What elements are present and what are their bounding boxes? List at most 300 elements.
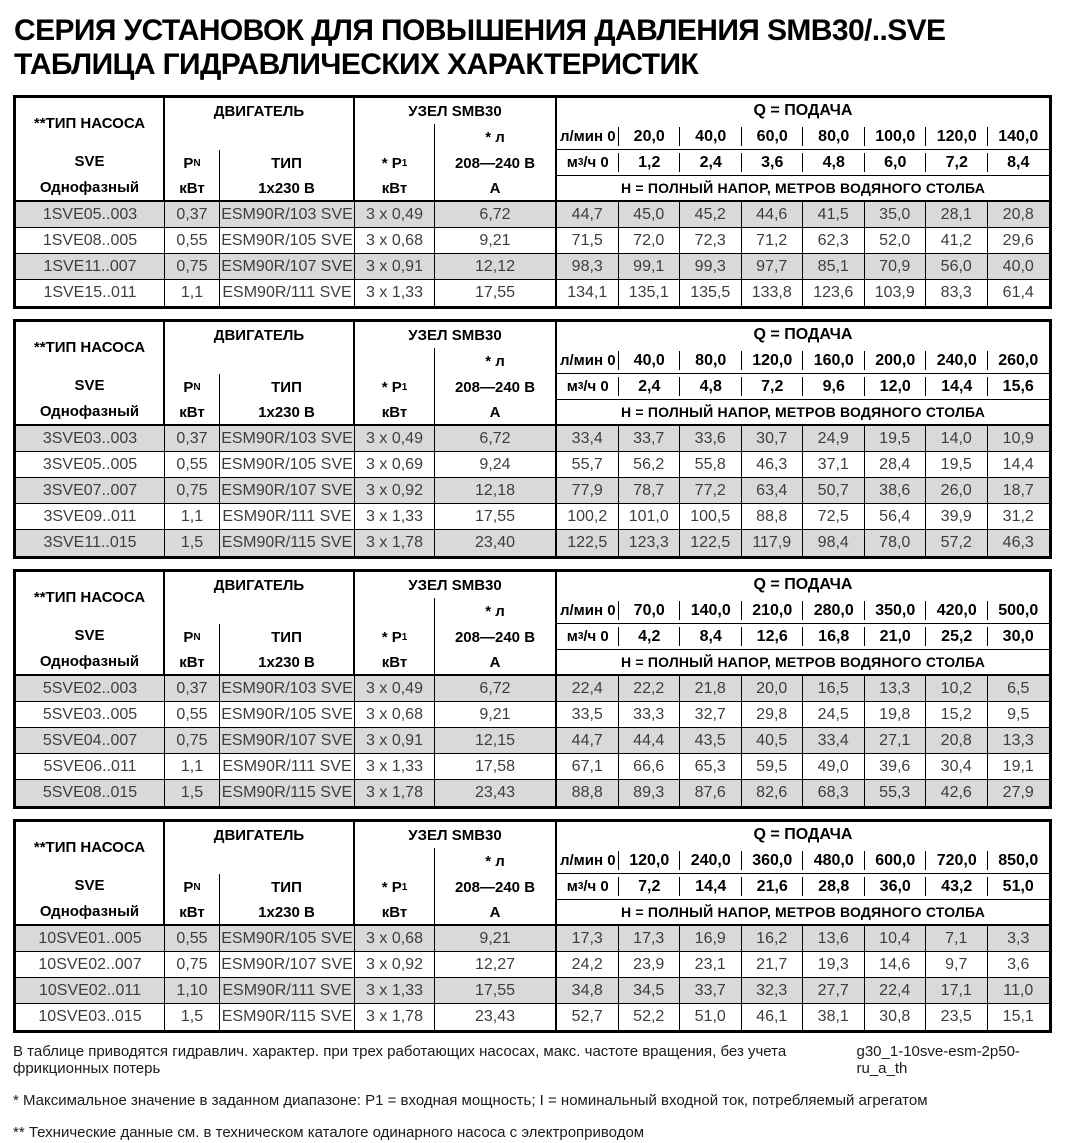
- total-head-label: Н = ПОЛНЫЙ НАПОР, МЕТРОВ ВОДЯНОГО СТОЛБА: [557, 650, 1049, 676]
- motor-type-cell: ESM90R/111 SVE: [220, 504, 355, 530]
- p1-value-cell: 3 x 0,68: [355, 926, 435, 952]
- head-value-cell: 134,1: [557, 280, 619, 306]
- q-lmin-value: 160,0: [803, 348, 865, 374]
- amp-value-cell: 9,21: [435, 926, 557, 952]
- current-label: * л: [435, 598, 557, 624]
- q-m3h-value: 1,2: [619, 150, 681, 176]
- head-value-cell: 26,0: [926, 478, 988, 504]
- head-value-cell: 135,5: [680, 280, 742, 306]
- q-m3h-value: 6,0: [865, 150, 927, 176]
- amp-value-cell: 17,58: [435, 754, 557, 780]
- hydraulic-table-3: [13, 569, 1052, 809]
- amp-value-cell: 23,43: [435, 1004, 557, 1030]
- head-value-cell: 39,6: [865, 754, 927, 780]
- head-value-cell: 56,4: [865, 504, 927, 530]
- q-m3h-value: 21,0: [865, 624, 927, 650]
- q-lmin-value: 120,0: [619, 848, 681, 874]
- head-value-cell: 77,2: [680, 478, 742, 504]
- p1-value-cell: 3 x 1,78: [355, 780, 435, 806]
- q-lmin-value: 200,0: [865, 348, 927, 374]
- p1-label: [355, 374, 435, 400]
- pn-value-cell: 0,37: [165, 676, 220, 702]
- q-lmin-value: 60,0: [742, 124, 804, 150]
- head-value-cell: 44,7: [557, 728, 619, 754]
- pn-label: [165, 624, 220, 650]
- motor-type-cell: ESM90R/105 SVE: [220, 926, 355, 952]
- head-value-cell: 89,3: [619, 780, 681, 806]
- q-m3h-value: 2,4: [619, 374, 681, 400]
- node-smb30-header: УЗЕЛ SMB30: [355, 822, 557, 848]
- head-value-cell: 61,4: [1002, 284, 1034, 301]
- head-value-cell: 22,4: [865, 978, 927, 1004]
- head-value-cell: 16,2: [742, 926, 804, 952]
- head-value-cell: 27,1: [865, 728, 927, 754]
- head-value-cell: 72,3: [680, 228, 742, 254]
- current-label: * л: [435, 848, 557, 874]
- head-value-cell: 70,9: [865, 254, 927, 280]
- head-value-cell: 33,5: [557, 702, 619, 728]
- pn-value-cell: 0,37: [165, 202, 220, 228]
- head-value-cell: 87,6: [680, 780, 742, 806]
- kwt-label: кВт: [165, 400, 220, 426]
- q-m3h-value: 4,8: [680, 374, 742, 400]
- motor-type-cell: ESM90R/105 SVE: [220, 702, 355, 728]
- pump-sve-label: SVE: [74, 376, 105, 394]
- pn-value-cell: 1,1: [165, 280, 220, 306]
- p1-subscript: 1: [401, 381, 408, 393]
- head-value-cell: 17,1: [926, 978, 988, 1004]
- pump-model-cell: 10SVE01..005: [16, 926, 165, 952]
- head-value-cell: 71,2: [742, 228, 804, 254]
- head-value-cell: 72,0: [619, 228, 681, 254]
- amp-value-cell: 17,55: [435, 280, 557, 306]
- q-m3h-value: 4,2: [619, 624, 681, 650]
- q-lmin-value: 80,0: [680, 348, 742, 374]
- amp-label: А: [435, 400, 557, 426]
- pump-model-cell: 3SVE09..011: [16, 504, 165, 530]
- amp-value-cell: 17,55: [435, 978, 557, 1004]
- head-value-cell: 98,3: [557, 254, 619, 280]
- lmin-label: л/мин 0: [557, 124, 619, 150]
- head-value-cell: 20,8: [926, 728, 988, 754]
- pump-type-label: **ТИП НАСОСА: [33, 838, 146, 856]
- head-value-cell: 66,6: [619, 754, 681, 780]
- amp-value-cell: 23,43: [435, 780, 557, 806]
- head-value-cell: 17,3: [557, 926, 619, 952]
- q-m3h-value: 14,4: [926, 374, 988, 400]
- head-value-cell: 16,5: [803, 676, 865, 702]
- amp-value-cell: 12,15: [435, 728, 557, 754]
- head-value-cell: 32,3: [742, 978, 804, 1004]
- p1-symbol: * P: [381, 378, 402, 396]
- q-m3h-value: 43,2: [926, 874, 988, 900]
- amp-value-cell: 9,24: [435, 452, 557, 478]
- amp-label: А: [435, 900, 557, 926]
- head-value-cell: 101,0: [619, 504, 681, 530]
- head-value-cell: 22,2: [619, 676, 681, 702]
- head-value-cell: 44,4: [619, 728, 681, 754]
- pump-sve-label: SVE: [74, 626, 105, 644]
- head-value-cell: 10,9: [988, 426, 1050, 452]
- pn-value-cell: 0,55: [165, 452, 220, 478]
- pump-model-cell: 1SVE08..005: [16, 228, 165, 254]
- head-value-cell: 30,8: [865, 1004, 927, 1030]
- q-m3h-value: 7,2: [619, 874, 681, 900]
- q-lmin-value: 140,0: [680, 598, 742, 624]
- spacer-cell: [355, 598, 435, 624]
- head-value-cell: 9,5: [988, 702, 1050, 728]
- head-value-cell: 68,3: [803, 780, 865, 806]
- pump-phase-label: Однофазный: [39, 902, 140, 920]
- head-value-cell: 14,0: [926, 426, 988, 452]
- head-value-cell: 77,9: [557, 478, 619, 504]
- q-lmin-value: 850,0: [988, 848, 1050, 874]
- kwt-label: кВт: [355, 900, 435, 926]
- amp-value-cell: 12,27: [435, 952, 557, 978]
- pump-type-label: **ТИП НАСОСА: [33, 114, 146, 132]
- head-value-cell: 31,2: [988, 504, 1050, 530]
- p1-value-cell: 3 x 1,33: [355, 280, 435, 306]
- pump-model-cell: 5SVE04..007: [16, 728, 165, 754]
- pump-sve-label: SVE: [74, 152, 105, 170]
- voltage-range-label: 208—240 В: [435, 374, 557, 400]
- q-m3h-value: 2,4: [680, 150, 742, 176]
- p1-label: [355, 150, 435, 176]
- head-value-cell: 99,1: [619, 254, 681, 280]
- pump-type-header-cell: [16, 98, 165, 202]
- head-value-cell: 13,3: [865, 676, 927, 702]
- head-value-cell: 78,7: [619, 478, 681, 504]
- head-value-cell: 51,0: [680, 1004, 742, 1030]
- lmin-label: л/мин 0: [557, 598, 619, 624]
- amp-label: А: [435, 650, 557, 676]
- pn-value-cell: 0,75: [165, 728, 220, 754]
- q-lmin-value: 280,0: [803, 598, 865, 624]
- m3h-superscript: 3: [577, 631, 584, 642]
- m3h-prefix: м: [566, 878, 578, 895]
- q-lmin-value: 100,0: [865, 124, 927, 150]
- m3h-label: [557, 624, 619, 650]
- q-lmin-value: 420,0: [926, 598, 988, 624]
- motor-header: ДВИГАТЕЛЬ: [165, 322, 355, 348]
- pn-symbol: P: [183, 878, 194, 896]
- hydraulic-table-2: [13, 319, 1052, 559]
- pump-model-cell: 3SVE03..003: [16, 426, 165, 452]
- p1-value-cell: 3 x 1,78: [355, 530, 435, 556]
- head-value-cell: 27,7: [803, 978, 865, 1004]
- p1-value-cell: 3 x 1,33: [355, 978, 435, 1004]
- p1-value-cell: 3 x 0,49: [355, 676, 435, 702]
- q-m3h-value: 16,8: [803, 624, 865, 650]
- doc-code: g30_1-10sve-esm-2p50-ru_a_th: [856, 1043, 1020, 1077]
- pump-model-cell: 5SVE02..003: [16, 676, 165, 702]
- pump-type-label: **ТИП НАСОСА: [33, 338, 146, 356]
- motor-type-cell: ESM90R/103 SVE: [220, 676, 355, 702]
- pump-model-cell: 5SVE03..005: [16, 702, 165, 728]
- pn-value-cell: 0,55: [165, 228, 220, 254]
- pn-value-cell: 1,1: [165, 754, 220, 780]
- voltage-label: 1x230 В: [220, 650, 355, 676]
- head-value-cell: 33,6: [680, 426, 742, 452]
- pn-label: [165, 150, 220, 176]
- current-label: * л: [435, 348, 557, 374]
- head-value-cell: 38,6: [865, 478, 927, 504]
- head-value-cell: 34,8: [557, 978, 619, 1004]
- head-value-cell: 50,7: [803, 478, 865, 504]
- head-value-cell: 17,3: [619, 926, 681, 952]
- hydraulic-table-4: [13, 819, 1052, 1033]
- q-m3h-value: 12,0: [865, 374, 927, 400]
- q-m3h-value: 3,6: [742, 150, 804, 176]
- q-m3h-value: 36,0: [865, 874, 927, 900]
- pn-value-cell: 0,75: [165, 478, 220, 504]
- head-value-cell: 44,6: [742, 202, 804, 228]
- voltage-range-label: 208—240 В: [435, 624, 557, 650]
- q-m3h-value: 7,2: [926, 150, 988, 176]
- motor-type-label: ТИП: [220, 374, 355, 400]
- q-lmin-value: 210,0: [742, 598, 804, 624]
- head-value-cell: 52,0: [865, 228, 927, 254]
- m3h-prefix: м: [566, 628, 578, 645]
- kwt-label: кВт: [355, 400, 435, 426]
- amp-value-cell: 6,72: [435, 676, 557, 702]
- motor-type-cell: ESM90R/115 SVE: [220, 1004, 355, 1030]
- head-value-cell: 33,7: [619, 426, 681, 452]
- q-m3h-value: 8,4: [680, 624, 742, 650]
- head-value-cell: 11,0: [988, 978, 1050, 1004]
- pump-phase-label: Однофазный: [39, 402, 140, 420]
- motor-type-cell: ESM90R/115 SVE: [220, 780, 355, 806]
- motor-header: ДВИГАТЕЛЬ: [165, 98, 355, 124]
- head-value-cell: 46,3: [742, 452, 804, 478]
- total-head-label: Н = ПОЛНЫЙ НАПОР, МЕТРОВ ВОДЯНОГО СТОЛБА: [557, 176, 1049, 202]
- tables-container: [13, 95, 1052, 1033]
- pn-value-cell: 0,75: [165, 952, 220, 978]
- m3h-suffix: /ч 0: [583, 628, 609, 645]
- p1-subscript: 1: [401, 881, 408, 893]
- spacer-cell: [165, 598, 355, 624]
- pump-model-cell: 10SVE03..015: [16, 1004, 165, 1030]
- motor-type-cell: ESM90R/103 SVE: [220, 426, 355, 452]
- q-m3h-value: 30,0: [988, 624, 1050, 650]
- head-value-cell: 19,8: [865, 702, 927, 728]
- lmin-label: л/мин 0: [557, 348, 619, 374]
- motor-type-cell: ESM90R/105 SVE: [220, 228, 355, 254]
- head-value-cell: 57,2: [926, 530, 988, 556]
- head-value-cell: 20,8: [988, 202, 1050, 228]
- head-value-cell: 38,1: [803, 1004, 865, 1030]
- q-m3h-value: 15,6: [988, 374, 1050, 400]
- amp-value-cell: 23,40: [435, 530, 557, 556]
- pn-subscript: N: [193, 381, 201, 393]
- q-lmin-value: 120,0: [742, 348, 804, 374]
- head-value-cell: 65,3: [680, 754, 742, 780]
- head-value-cell: 19,1: [988, 754, 1050, 780]
- pn-value-cell: 1,5: [165, 1004, 220, 1030]
- head-value-cell: 117,9: [742, 530, 804, 556]
- q-m3h-value: 8,4: [988, 150, 1050, 176]
- head-value-cell: 10,2: [926, 676, 988, 702]
- pn-label: [165, 374, 220, 400]
- head-value-cell: 88,8: [742, 504, 804, 530]
- p1-subscript: 1: [401, 157, 408, 169]
- pn-subscript: N: [193, 631, 201, 643]
- head-value-cell: 28,1: [926, 202, 988, 228]
- head-value-cell: 3,6: [988, 952, 1050, 978]
- head-value-cell: 55,7: [557, 452, 619, 478]
- m3h-suffix: /ч 0: [583, 878, 609, 895]
- q-lmin-value: 40,0: [619, 348, 681, 374]
- head-value-cell: 49,0: [803, 754, 865, 780]
- head-value-cell: 135,1: [619, 280, 681, 306]
- head-value-cell: 83,3: [926, 280, 988, 306]
- head-value-cell: 27,9: [988, 780, 1050, 806]
- amp-value-cell: 9,21: [435, 228, 557, 254]
- head-value-cell: 72,5: [803, 504, 865, 530]
- motor-type-label: ТИП: [220, 624, 355, 650]
- head-value-cell: 40,0: [988, 254, 1050, 280]
- p1-value-cell: 3 x 0,69: [355, 452, 435, 478]
- pump-model-cell: 1SVE11..007: [16, 254, 165, 280]
- head-value-cell: 33,3: [619, 702, 681, 728]
- motor-type-cell: ESM90R/111 SVE: [220, 280, 355, 306]
- p1-value-cell: 3 x 0,49: [355, 202, 435, 228]
- motor-type-cell: ESM90R/115 SVE: [220, 530, 355, 556]
- pn-value-cell: 0,55: [165, 702, 220, 728]
- amp-value-cell: 17,55: [435, 504, 557, 530]
- head-value-cell: 123,6: [803, 280, 865, 306]
- head-value-cell: 41,2: [926, 228, 988, 254]
- q-m3h-value: 4,8: [803, 150, 865, 176]
- p1-subscript: 1: [401, 631, 408, 643]
- q-m3h-value: 25,2: [926, 624, 988, 650]
- footnote-double-star: ** Технические данные см. в техническом каталоге одинарного насоса с электроприводом: [13, 1124, 645, 1141]
- head-value-cell: 103,9: [865, 280, 927, 306]
- head-value-cell: 39,9: [926, 504, 988, 530]
- title-line-2: ТАБЛИЦА ГИДРАВЛИЧЕСКИХ ХАРАКТЕРИСТИК: [14, 48, 699, 81]
- pn-value-cell: 1,5: [165, 780, 220, 806]
- q-lmin-value: 500,0: [988, 598, 1050, 624]
- voltage-label: 1x230 В: [220, 176, 355, 202]
- q-lmin-value: 480,0: [803, 848, 865, 874]
- pump-type-header-cell: [16, 322, 165, 426]
- total-head-label: Н = ПОЛНЫЙ НАПОР, МЕТРОВ ВОДЯНОГО СТОЛБА: [557, 400, 1049, 426]
- lmin-label: л/мин 0: [557, 848, 619, 874]
- p1-symbol: * P: [381, 628, 402, 646]
- kwt-label: кВт: [355, 176, 435, 202]
- head-value-cell: 21,8: [680, 676, 742, 702]
- head-value-cell: 29,8: [742, 702, 804, 728]
- head-value-cell: 62,3: [803, 228, 865, 254]
- amp-label: А: [435, 176, 557, 202]
- head-value-cell: 78,0: [865, 530, 927, 556]
- footnote-star: * Максимальное значение в заданном диапазоне: P1 = входная мощность; I = номинальный входной ток, потребляемый агрегатом: [13, 1092, 928, 1109]
- hydraulic-table-1: [13, 95, 1052, 309]
- q-m3h-value: 51,0: [988, 874, 1050, 900]
- head-value-cell: 40,5: [742, 728, 804, 754]
- motor-type-cell: ESM90R/107 SVE: [220, 254, 355, 280]
- head-value-cell: 55,3: [865, 780, 927, 806]
- pump-sve-label: SVE: [74, 876, 105, 894]
- m3h-prefix: м: [566, 154, 578, 171]
- m3h-prefix: м: [566, 378, 578, 395]
- head-value-cell: 99,3: [680, 254, 742, 280]
- pn-value-cell: 1,10: [165, 978, 220, 1004]
- spacer-cell: [165, 348, 355, 374]
- pump-model-cell: 3SVE05..005: [16, 452, 165, 478]
- head-value-cell: 52,7: [557, 1004, 619, 1030]
- q-lmin-value: 140,0: [988, 124, 1050, 150]
- p1-value-cell: 3 x 0,92: [355, 478, 435, 504]
- p1-label: [355, 624, 435, 650]
- motor-header: ДВИГАТЕЛЬ: [165, 572, 355, 598]
- head-value-cell: 14,4: [988, 452, 1050, 478]
- head-value-cell: 35,0: [865, 202, 927, 228]
- head-value-cell: 6,5: [988, 676, 1050, 702]
- head-value-cell: 7,1: [926, 926, 988, 952]
- node-smb30-header: УЗЕЛ SMB30: [355, 98, 557, 124]
- head-value-cell: 122,5: [557, 530, 619, 556]
- p1-symbol: * P: [381, 154, 402, 172]
- p1-value-cell: 3 x 0,91: [355, 254, 435, 280]
- head-value-cell: 37,1: [803, 452, 865, 478]
- head-value-cell: 71,5: [557, 228, 619, 254]
- q-lmin-value: 20,0: [619, 124, 681, 150]
- p1-value-cell: 3 x 0,68: [355, 702, 435, 728]
- pn-symbol: P: [183, 378, 194, 396]
- amp-value-cell: 6,72: [435, 426, 557, 452]
- m3h-label: [557, 874, 619, 900]
- pump-model-cell: 3SVE07..007: [16, 478, 165, 504]
- head-value-cell: 56,0: [926, 254, 988, 280]
- head-value-cell: 18,7: [988, 478, 1050, 504]
- p1-value-cell: 3 x 1,78: [355, 1004, 435, 1030]
- pn-value-cell: 0,75: [165, 254, 220, 280]
- footnote-main-row: [13, 1043, 1052, 1077]
- q-flow-header: Q = ПОДАЧА: [753, 576, 853, 593]
- q-lmin-value: 360,0: [742, 848, 804, 874]
- q-m3h-value: 9,6: [803, 374, 865, 400]
- pn-symbol: P: [183, 154, 194, 172]
- q-lmin-value: 350,0: [865, 598, 927, 624]
- m3h-label: [557, 150, 619, 176]
- spacer-cell: [165, 848, 355, 874]
- head-value-cell: 41,5: [803, 202, 865, 228]
- head-value-cell: 46,1: [742, 1004, 804, 1030]
- motor-type-cell: ESM90R/111 SVE: [220, 978, 355, 1004]
- q-lmin-value: 240,0: [680, 848, 742, 874]
- motor-type-label: ТИП: [220, 874, 355, 900]
- footnotes: [13, 1043, 1052, 1141]
- head-value-cell: 21,7: [742, 952, 804, 978]
- head-value-cell: 24,9: [803, 426, 865, 452]
- motor-type-cell: ESM90R/107 SVE: [220, 952, 355, 978]
- pn-symbol: P: [183, 628, 194, 646]
- pn-subscript: N: [193, 157, 201, 169]
- q-flow-header: Q = ПОДАЧА: [753, 826, 853, 843]
- pn-subscript: N: [193, 881, 201, 893]
- p1-value-cell: 3 x 0,92: [355, 952, 435, 978]
- amp-value-cell: 9,21: [435, 702, 557, 728]
- q-m3h-value: 28,8: [803, 874, 865, 900]
- pump-model-cell: 10SVE02..011: [16, 978, 165, 1004]
- pump-phase-label: Однофазный: [39, 652, 140, 670]
- q-lmin-value: 240,0: [926, 348, 988, 374]
- pn-value-cell: 1,5: [165, 530, 220, 556]
- m3h-superscript: 3: [577, 381, 584, 392]
- head-value-cell: 15,1: [1002, 1008, 1034, 1025]
- p1-value-cell: 3 x 1,33: [355, 504, 435, 530]
